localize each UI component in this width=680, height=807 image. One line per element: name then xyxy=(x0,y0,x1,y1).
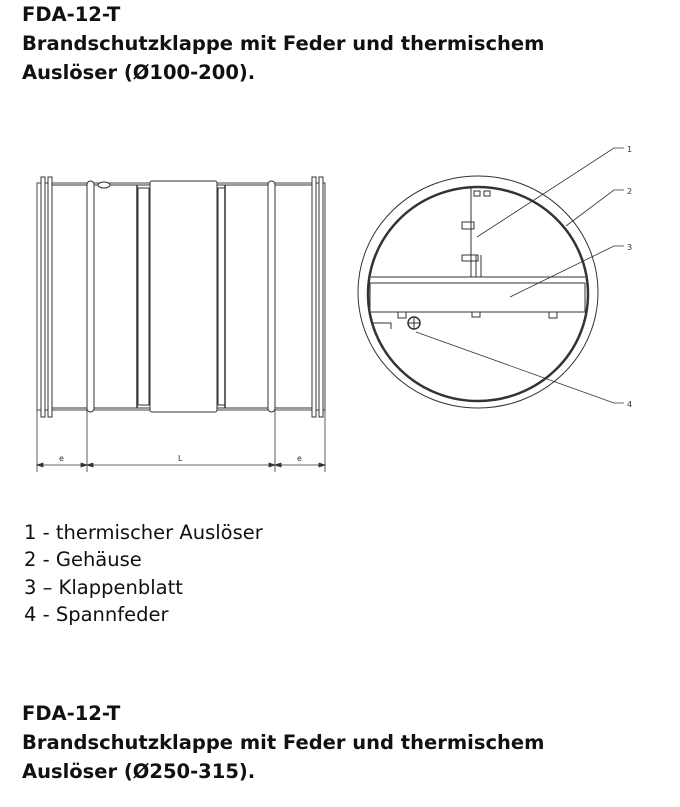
title-line: Auslöser (Ø250-315). xyxy=(22,760,256,783)
side-view xyxy=(37,177,325,417)
front-view xyxy=(358,176,598,408)
callout-1: 1 xyxy=(627,145,633,154)
dim-label-e-left: e xyxy=(59,454,64,463)
legend-item: 4 - Spannfeder xyxy=(24,602,169,626)
title-line: Auslöser (Ø100-200). xyxy=(22,61,256,84)
callout-3: 3 xyxy=(627,243,633,252)
callout-leaders xyxy=(416,148,624,403)
callout-4: 4 xyxy=(627,400,633,409)
dim-label-e-right: e xyxy=(297,454,302,463)
callout-2: 2 xyxy=(627,187,633,196)
parts-legend xyxy=(24,519,263,628)
title-line: FDA-12-T xyxy=(22,702,121,725)
title-line: Brandschutzklappe mit Feder und thermischem xyxy=(22,32,545,55)
title-line: FDA-12-T xyxy=(22,3,121,26)
title-line: Brandschutzklappe mit Feder und thermischem xyxy=(22,731,545,754)
section2-title xyxy=(22,699,544,786)
legend-item: 2 - Gehäuse xyxy=(24,548,142,572)
dim-label-L: L xyxy=(178,454,183,463)
legend-item: 3 – Klappenblatt xyxy=(24,575,183,599)
legend-item: 1 - thermischer Auslöser xyxy=(24,521,263,544)
